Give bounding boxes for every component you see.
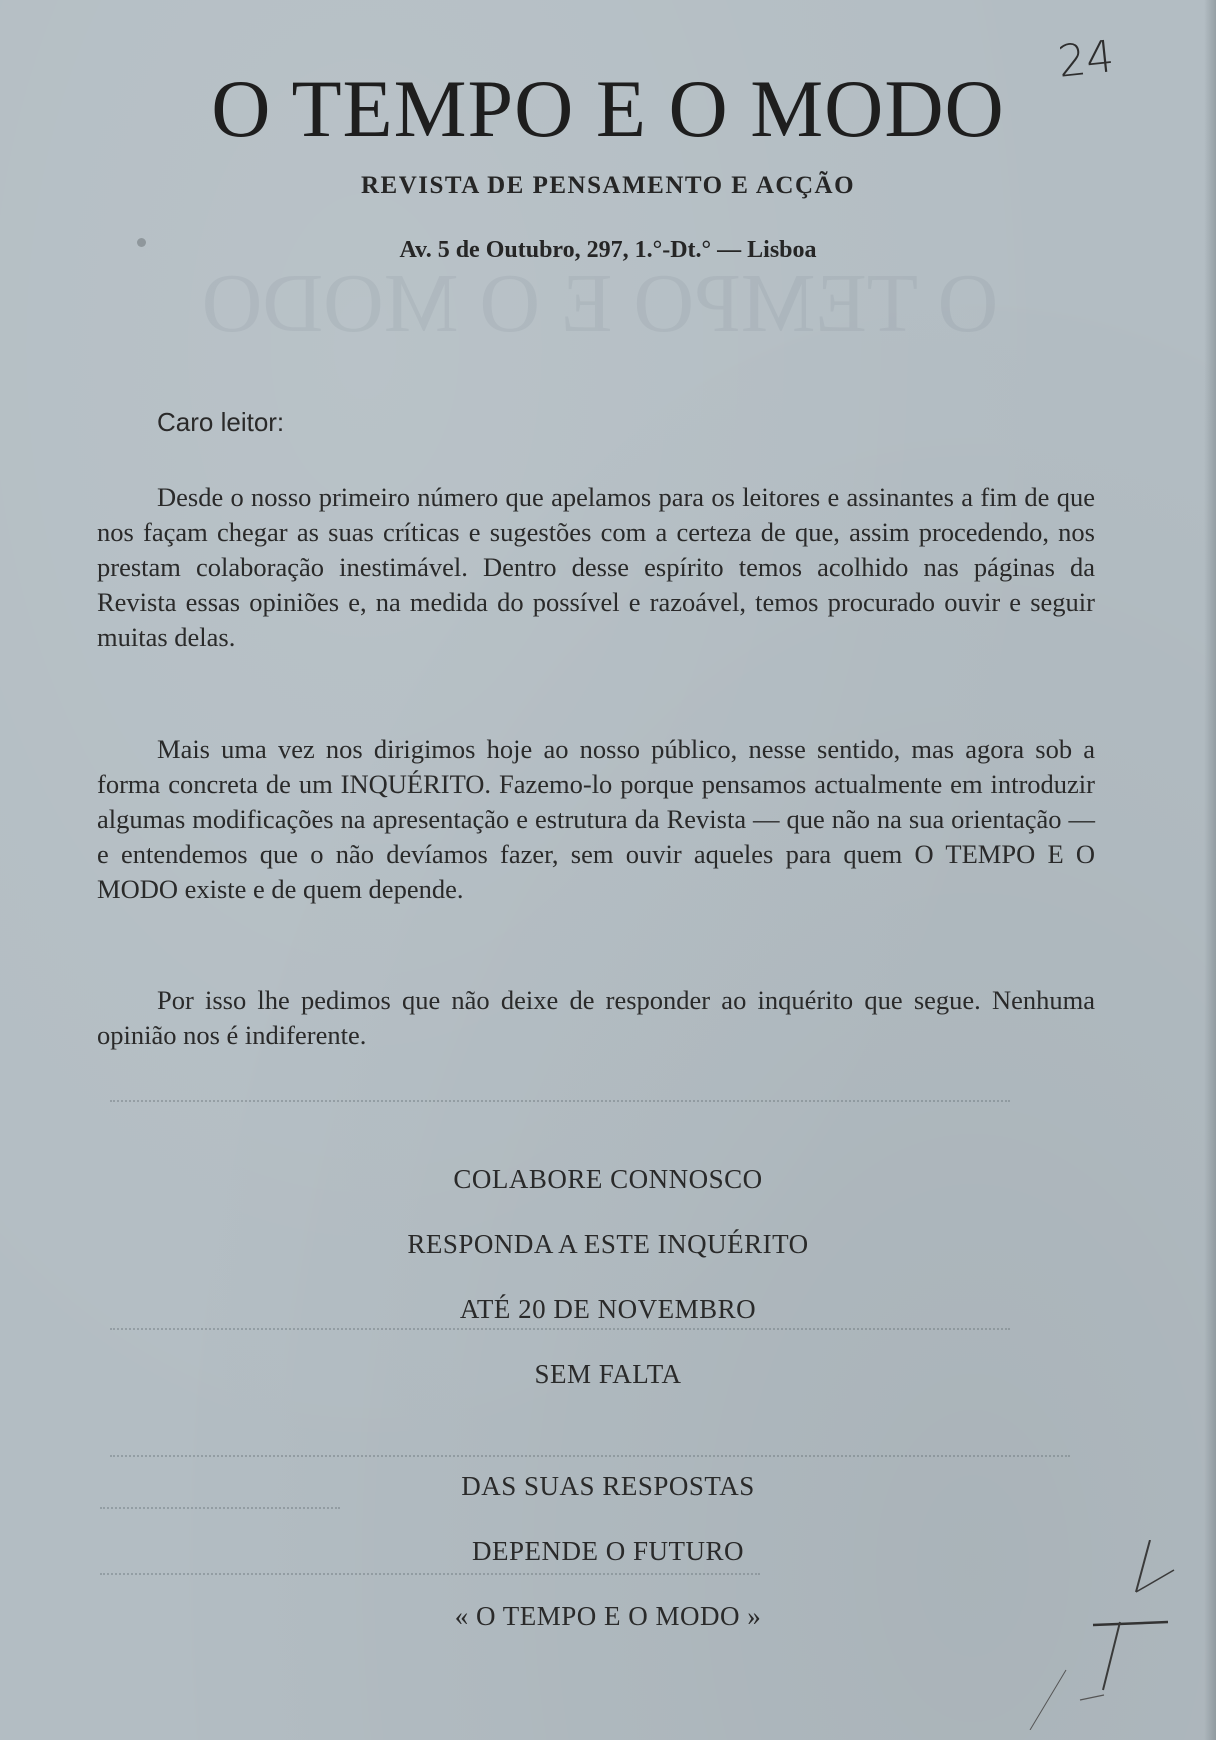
masthead-title: O TEMPO E O MODO xyxy=(211,63,1005,154)
show-through-line xyxy=(110,1455,1070,1457)
callout-line-7: « O TEMPO E O MODO » xyxy=(454,1601,762,1631)
letter-paragraph-2: Mais uma vez nos dirigimos hoje ao nosso público, nesse sentido, mas agora sob a forma concreta de um INQUÉRITO. Fazemo-lo porque pensamos actualmente em introduzir algumas modificações na apresentação e estrutura da Revista — que não na sua orientação — e entendemos que o não devíamos fazer, sem ouvir aqueles para quem O TEMPO E O MODO existe e de quem depende. xyxy=(97,734,1095,904)
callout-line-3: ATÉ 20 DE NOVEMBRO xyxy=(459,1294,757,1324)
callout-line-2: RESPONDA A ESTE INQUÉRITO xyxy=(407,1229,809,1259)
letter-salutation: Caro leitor: xyxy=(157,407,285,437)
handwritten-page-number: 24 xyxy=(1055,31,1117,88)
callout-line-6: DEPENDE O FUTURO xyxy=(471,1536,744,1566)
show-through-line xyxy=(110,1328,1010,1330)
show-through-mirror: O TEMPO E O MODO xyxy=(201,257,999,350)
masthead-subtitle: REVISTA DE PENSAMENTO E ACÇÃO xyxy=(360,172,856,199)
callout-line-4: SEM FALTA xyxy=(534,1359,682,1389)
letter-paragraph-3: Por isso lhe pedimos que não deixe de responder ao inquérito que segue. Nenhuma opinião nos é indiferente. xyxy=(97,985,1095,1050)
callout-line-5: DAS SUAS RESPOSTAS xyxy=(461,1471,755,1501)
pencil-marks xyxy=(1020,1540,1200,1730)
show-through-line xyxy=(110,1100,1010,1102)
publisher-address: Av. 5 de Outubro, 297, 1.°-Dt.° — Lisboa xyxy=(399,237,817,263)
show-through-line xyxy=(100,1573,760,1575)
show-through-line xyxy=(100,1507,340,1509)
callout-line-1: COLABORE CONNOSCO xyxy=(453,1164,763,1194)
letter-paragraph-1: Desde o nosso primeiro número que apelamos para os leitores e assinantes a fim de que nos façam chegar as suas críticas e sugestões com a certeza de que, assim procedendo, nos prestam colaboração inestimável. Dentro desse espírito temos acolhido nas páginas da Revista essas opiniões e, na medida do possível e razoável, temos procurado ouvir e seguir muitas delas. xyxy=(97,482,1095,652)
